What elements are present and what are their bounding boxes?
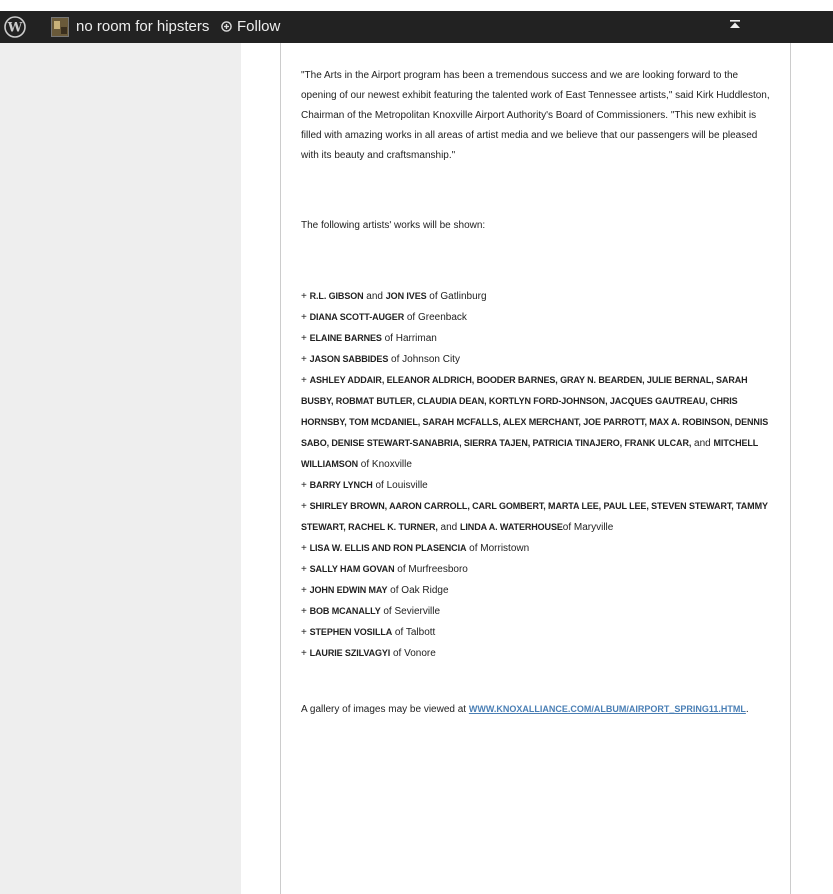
artist-names: JOHN EDWIN MAY <box>309 585 388 595</box>
artist-line <box>301 286 773 307</box>
intro-paragraph: The following artists' works will be shown: <box>301 220 486 231</box>
artist-line <box>301 475 773 496</box>
artist-names: ELAINE BARNES <box>309 333 382 343</box>
artist-names: R.L. GIBSON <box>309 291 364 301</box>
artist-line <box>301 370 773 475</box>
artist-text: of Louisville <box>372 480 428 491</box>
follow-plus-icon[interactable] <box>221 21 232 32</box>
plus-marker: + <box>301 564 307 575</box>
artist-line <box>301 496 773 538</box>
artist-line <box>301 580 773 601</box>
artist-names: DIANA SCOTT-AUGER <box>309 312 405 322</box>
svg-text:W: W <box>7 20 23 36</box>
plus-marker: + <box>301 606 307 617</box>
artist-text: of Murfreesboro <box>394 564 468 575</box>
artist-line <box>301 328 773 349</box>
artist-text: of Vonore <box>390 648 436 659</box>
artist-names: SALLY HAM GOVAN <box>309 564 395 574</box>
artist-line <box>301 601 773 622</box>
artist-names: STEPHEN VOSILLA <box>309 627 393 637</box>
artist-names: LAURIE SZILVAGYI <box>309 648 391 658</box>
artist-line <box>301 559 773 580</box>
collapse-bar-icon[interactable] <box>729 19 741 31</box>
artist-names: BARRY LYNCH <box>309 480 373 490</box>
admin-bar <box>0 11 833 43</box>
plus-marker: + <box>301 585 307 596</box>
artist-text: of Sevierville <box>380 606 441 617</box>
plus-marker: + <box>301 354 307 365</box>
artist-names: MITCHELL WILLIAMSON <box>301 438 759 469</box>
artist-line <box>301 643 773 664</box>
plus-marker: + <box>301 312 307 323</box>
artist-line <box>301 538 773 559</box>
artist-names: JON IVES <box>385 291 427 301</box>
artist-text: of Harriman <box>381 333 437 344</box>
artist-text: of Maryville <box>562 522 614 533</box>
artist-names: ASHLEY ADDAIR, ELEANOR ALDRICH, BOODER BARNES, GRAY N. BEARDEN, JULIE BERNAL, SARAH BUSBY, ROBMAT BUTLER, CLAUDIA DEAN, KORTLYN FORD-JOHNSON, JACQUES GAUTREAU, CHRIS HORNSBY, TOM MCDANIEL, SARAH MCFALLS, ALEX MERCHANT, JOE PARROTT, MAX A. ROBINSON, DENNIS SABO, DENISE STEWART-SANABRIA, SIERRA TAJEN, PATRICIA TINAJERO, FRANK ULCAR, <box>301 375 769 448</box>
blog-name-link[interactable]: no room for hipsters <box>76 18 210 35</box>
gallery-paragraph <box>301 699 773 720</box>
plus-marker: + <box>301 333 307 344</box>
plus-marker: + <box>301 480 307 491</box>
artist-names: JASON SABBIDES <box>309 354 389 364</box>
gallery-suffix: . <box>745 704 749 715</box>
artist-text: of Talbott <box>392 627 436 638</box>
artist-text: of Oak Ridge <box>387 585 449 596</box>
artist-names: SHIRLEY BROWN, AARON CARROLL, CARL GOMBERT, MARTA LEE, PAUL LEE, STEVEN STEWART, TAMMY STEWART, RACHEL K. TURNER, <box>301 501 768 532</box>
plus-marker: + <box>301 291 307 302</box>
plus-marker: + <box>301 648 307 659</box>
plus-marker: + <box>301 627 307 638</box>
artist-names: BOB MCANALLY <box>309 606 381 616</box>
artists-list <box>301 286 773 664</box>
artist-line <box>301 307 773 328</box>
follow-button[interactable]: Follow <box>237 18 281 35</box>
artist-text: and <box>363 291 386 302</box>
blog-avatar[interactable] <box>51 17 69 37</box>
left-sidebar <box>0 43 241 894</box>
quote-paragraph: "The Arts in the Airport program has been a tremendous success and we are looking forward to the opening of our newest exhibit featuring the talented work of East Tennessee artists," said Kirk Huddleston, Chairman of the Metropolitan Knoxville Airport Authority's Board of Commissioners. "This new exhibit is filled with amazing works in all areas of artist media and we believe that our passengers will be pleased with its beauty and craftsmanship." <box>301 70 770 161</box>
plus-marker: + <box>301 501 307 512</box>
artist-text: and <box>691 438 714 449</box>
artist-text: of Greenback <box>404 312 467 323</box>
wordpress-logo-icon[interactable] <box>4 16 26 38</box>
gallery-link[interactable]: WWW.KNOXALLIANCE.COM/ALBUM/AIRPORT_SPRING11.HTML <box>468 704 746 714</box>
top-strip <box>0 0 833 11</box>
gallery-prefix: A gallery of images may be viewed at <box>301 704 469 715</box>
artist-text: and <box>437 522 460 533</box>
artist-line <box>301 349 773 370</box>
artist-text: of Gatlinburg <box>426 291 487 302</box>
artist-text: of Johnson City <box>388 354 460 365</box>
artist-text: of Morristown <box>466 543 530 554</box>
artist-names: LISA W. ELLIS AND RON PLASENCIA <box>309 543 467 553</box>
artist-names: LINDA A. WATERHOUSE <box>460 522 563 532</box>
artist-line <box>301 622 773 643</box>
post-body <box>301 66 773 720</box>
artist-text: of Knoxville <box>358 459 412 470</box>
plus-marker: + <box>301 375 307 386</box>
plus-marker: + <box>301 543 307 554</box>
